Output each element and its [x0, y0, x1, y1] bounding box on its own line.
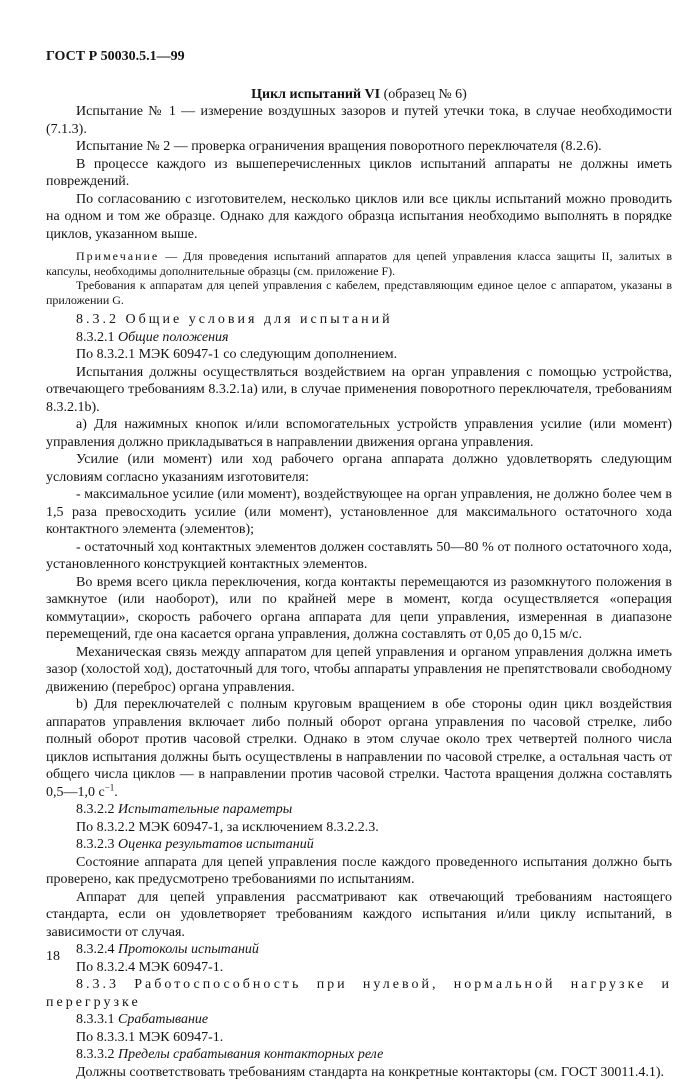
section-number: 8.3.3.1 — [76, 1012, 118, 1027]
paragraph-test-1: Испытание № 1 — измерение воздушных зазоров и путей утечки тока, в случае необходимости (7.1.3). — [46, 103, 672, 138]
superscript: −1 — [105, 782, 115, 792]
section-8-3-2-2 — [46, 801, 672, 819]
page-number: 18 — [46, 948, 60, 966]
paragraph: По 8.3.2.2 МЭК 60947-1, за исключением 8.3.2.2.3. — [46, 819, 672, 837]
section-number: 8.3.2.3 — [76, 837, 118, 852]
section-8-3-2-4 — [46, 941, 672, 959]
section-title: Протоколы испытаний — [118, 942, 259, 957]
cycle-title — [46, 86, 672, 104]
paragraph: Усилие (или момент) или ход рабочего органа аппарата должно удовлетворять следующим условиям согласно указаниям изготовителя: — [46, 451, 672, 486]
paragraph: По 8.3.3.1 МЭК 60947-1. — [46, 1029, 672, 1047]
paragraph — [46, 696, 672, 801]
paragraph: Аппарат для цепей управления рассматривают как отвечающий требованиям настоящего стандарта, если он удовлетворяет требованиям каждого испытания и/или циклу испытаний, в зависимости от случая. — [46, 889, 672, 942]
note-label: Примечание — [76, 249, 159, 263]
section-title: Срабатывание — [118, 1012, 208, 1027]
paragraph: Состояние аппарата для цепей управления после каждого проведенного испытания должно быть проверено, как предусмотрено требованиями по испытаниям. — [46, 854, 672, 889]
note-2: Требования к аппаратам для цепей управления с кабелем, представляющим единое целое с аппаратом, указаны в приложении G. — [46, 278, 672, 307]
section-8-3-3: 8.3.3 Работоспособность при нулевой, нормальной нагрузке и перегрузке — [46, 976, 672, 1011]
period: . — [114, 785, 118, 800]
section-8-3-2: 8.3.2 Общие условия для испытаний — [46, 311, 672, 329]
paragraph: По 8.3.2.1 МЭК 60947-1 со следующим дополнением. — [46, 346, 672, 364]
section-title: Пределы срабатывания контакторных реле — [118, 1047, 383, 1062]
section-8-3-3-2 — [46, 1046, 672, 1064]
paragraph: а) Для нажимных кнопок и/или вспомогательных устройств управления усилие (или момент) управления должно прикладываться в направлении движения органа управления. — [46, 416, 672, 451]
section-title: Испытательные параметры — [118, 802, 292, 817]
section-8-3-3-1 — [46, 1011, 672, 1029]
section-8-3-2-1 — [46, 329, 672, 347]
section-number: 8.3.2.4 — [76, 942, 118, 957]
paragraph: Механическая связь между аппаратом для цепей управления и органом управления должна иметь зазор (холостой ход), достаточный для того, чтобы аппараты управления не препятствовали свободному движению (переброс) органа управления. — [46, 644, 672, 697]
paragraph: - остаточный ход контактных элементов должен составлять 50—80 % от полного остаточного хода, установленного конструкцией контактных элементов. — [46, 539, 672, 574]
paragraph-agreement: По согласованию с изготовителем, несколько циклов или все циклы испытаний можно проводить на одном и том же образце. Однако для каждого образца испытания необходимо выполнять в порядке циклов, указанном выше. — [46, 191, 672, 244]
paragraph: Во время всего цикла переключения, когда контакты перемещаются из разомкнутого положения в замкнутое (или наоборот), или по крайней мере в момент, когда осуществляется «операция коммутации», скорость рабочего органа аппарата для цепи управления, измеренная в диапазоне перемещений, где она касается органа управления, должна составлять от 0,05 до 0,15 м/с. — [46, 574, 672, 644]
cycle-title-bold: Цикл испытаний VI — [251, 87, 380, 102]
paragraph-test-2: Испытание № 2 — проверка ограничения вращения поворотного переключателя (8.2.6). — [46, 138, 672, 156]
note-1-text: — Для проведения испытаний аппаратов для цепей управления класса защиты II, залитых в капсулы, необходимы дополнительные образцы (см. приложение F). — [46, 249, 672, 278]
note-1 — [46, 249, 672, 278]
paragraph-no-damage: В процессе каждого из вышеперечисленных циклов испытаний аппараты не должны иметь повреждений. — [46, 156, 672, 191]
paragraph-text: b) Для переключателей с полным круговым вращением в обе стороны один цикл воздействия аппаратов управления включает либо полный оборот органа управления по часовой стрелке, либо полный оборот против часовой стрелки. Однако в этом случае около трех четвертей полного числа циклов испытания должны быть осуществлены в направлении по часовой стрелке, а остальная часть от общего числа циклов — в направлении против часовой стрелки. Частота вращения должна составлять 0,5—1,0 с — [46, 697, 672, 800]
section-number: 8.3.2.2 — [76, 802, 118, 817]
paragraph: Испытания должны осуществляться воздействием на орган управления с помощью устройства, отвечающего требованиям 8.3.2.1а) или, в случае применения поворотного переключателя, требованиям 8.3.2.1b). — [46, 364, 672, 417]
section-title: Оценка результатов испытаний — [118, 837, 314, 852]
paragraph: Должны соответствовать требованиям стандарта на конкретные контакторы (см. ГОСТ 30011.4.1). — [46, 1064, 672, 1081]
paragraph: По 8.3.2.4 МЭК 60947-1. — [46, 959, 672, 977]
section-number: 8.3.3.2 — [76, 1047, 118, 1062]
document-header: ГОСТ Р 50030.5.1—99 — [46, 48, 672, 66]
section-number: 8.3.2.1 — [76, 330, 118, 345]
section-8-3-2-3 — [46, 836, 672, 854]
paragraph: - максимальное усилие (или момент), воздействующее на орган управления, не должно более чем в 1,5 раза превосходить усилие (или момент), установленное для максимального остаточного хода контактного элемента (элементов); — [46, 486, 672, 539]
section-title: Общие положения — [118, 330, 229, 345]
cycle-title-rest: (образец № 6) — [380, 87, 467, 102]
